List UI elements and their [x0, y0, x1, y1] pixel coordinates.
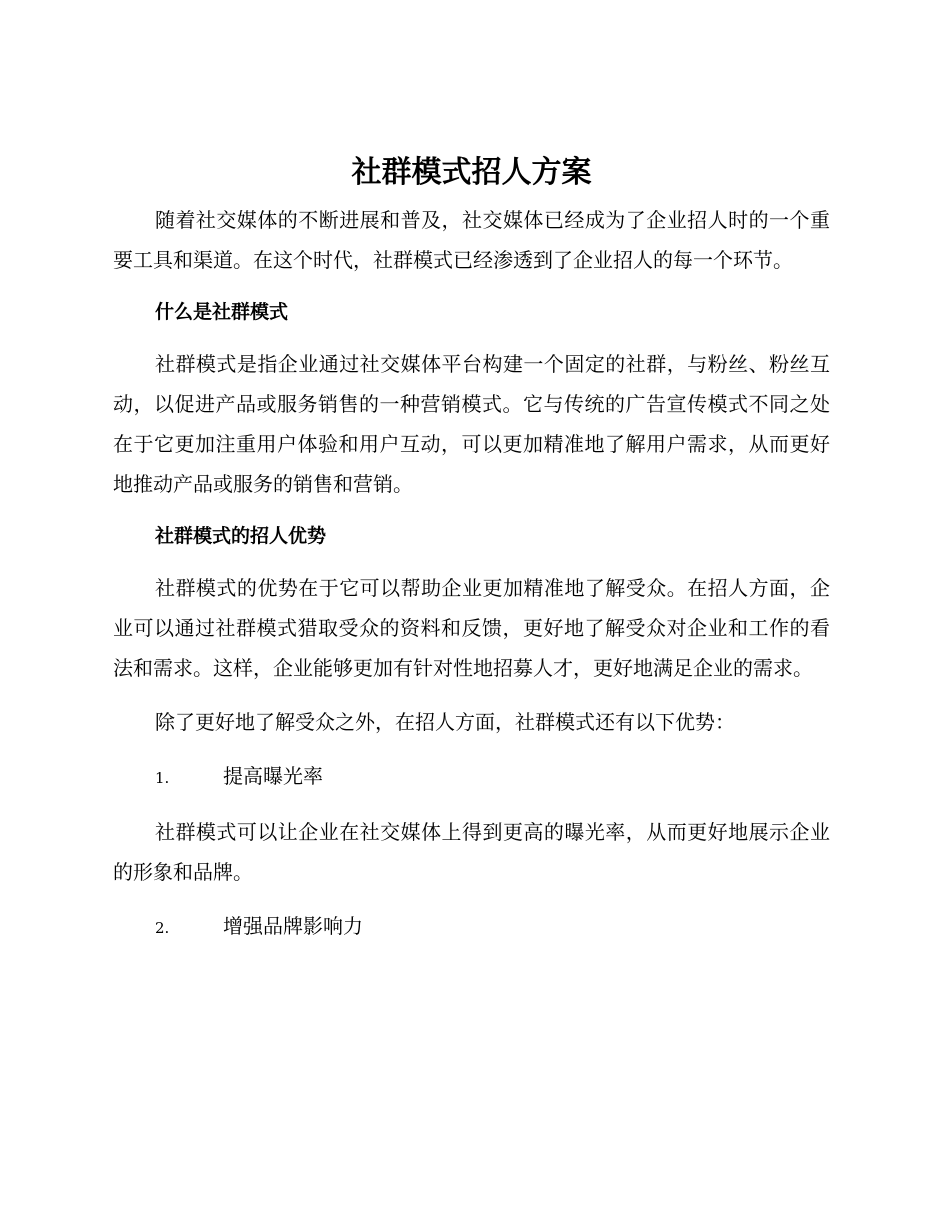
section-paragraph-lead: 除了更好地了解受众之外，在招人方面，社群模式还有以下优势：	[155, 710, 735, 734]
list-item	[113, 906, 830, 948]
list-item-description: 社群模式可以让企业在社交媒体上得到更高的曝光率，从而更好地展示企业的形象和品牌。	[113, 820, 830, 884]
list-item-number: 1.	[155, 769, 170, 787]
list-item-label: 提高曝光率	[223, 764, 323, 788]
section-paragraph-advantages: 社群模式的优势在于它可以帮助企业更加精准地了解受众。在招人方面，企业可以通过社群模式猎取受众的资料和反馈，更好地了解受众对企业和工作的看法和需求。这样，企业能够更加有针对性地招募人才，更好地满足企业的需求。	[113, 576, 830, 680]
list-item	[113, 756, 830, 798]
list-item-number: 2.	[155, 919, 170, 937]
section-paragraph-what-is: 社群模式是指企业通过社交媒体平台构建一个固定的社群，与粉丝、粉丝互动，以促进产品或服务销售的一种营销模式。它与传统的广告宣传模式不同之处在于它更加注重用户体验和用户互动，可以更加精准地了解用户需求，从而更好地推动产品或服务的销售和营销。	[113, 352, 830, 496]
list-item-label: 增强品牌影响力	[223, 914, 363, 938]
intro-paragraph: 随着社交媒体的不断进展和普及，社交媒体已经成为了企业招人时的一个重要工具和渠道。在这个时代，社群模式已经渗透到了企业招人的每一个环节。	[113, 208, 830, 272]
document-title: 社群模式招人方案	[351, 155, 592, 190]
section-heading-what-is: 什么是社群模式	[155, 301, 289, 323]
section-heading-advantages: 社群模式的招人优势	[155, 525, 327, 547]
